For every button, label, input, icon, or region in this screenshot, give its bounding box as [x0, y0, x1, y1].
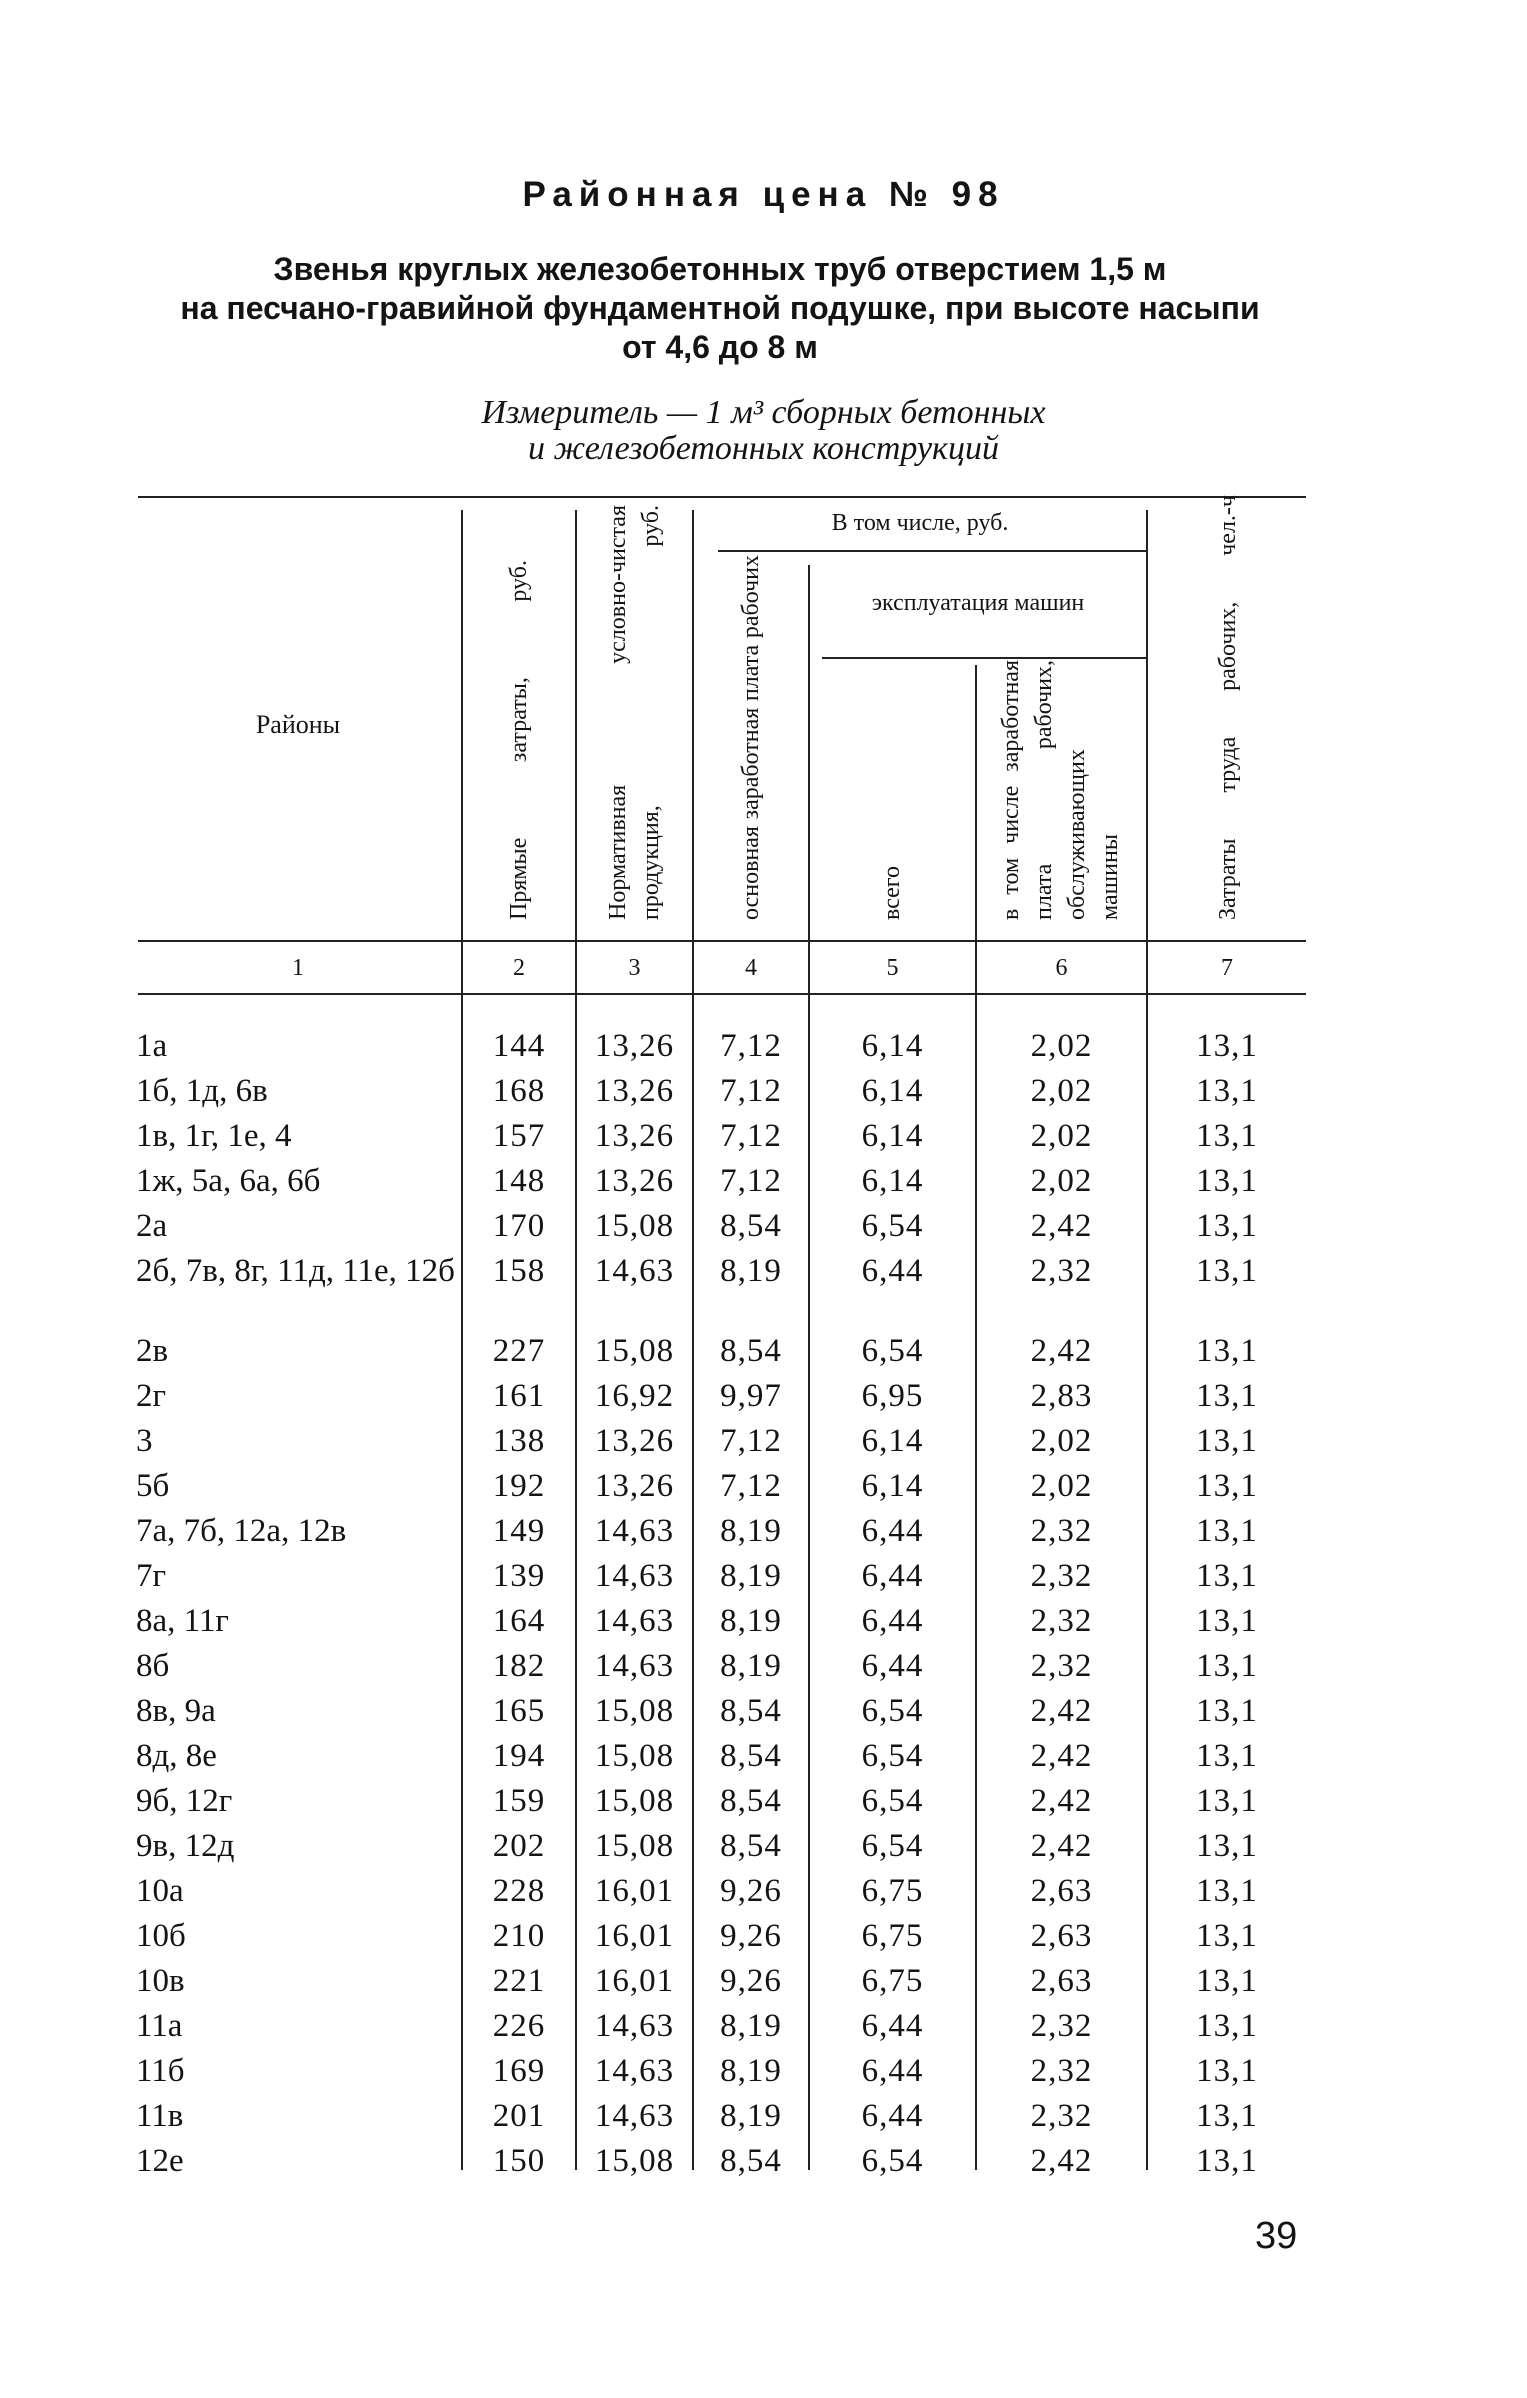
- normative-cell: 13,26: [594, 1073, 675, 1109]
- normative-cell: 15,08: [594, 1333, 675, 1369]
- region-cell: 2б, 7в, 8г, 11д, 11е, 12б: [136, 1253, 455, 1289]
- direct-cell: 144: [492, 1028, 546, 1064]
- header-machine-wages: в том числе заработная плата рабочих, обслуживающих машины: [998, 660, 1123, 920]
- region-cell: 8а, 11г: [136, 1603, 229, 1639]
- machines-cell: 6,44: [861, 1603, 924, 1639]
- machine-wages-cell: 2,63: [1030, 1963, 1093, 1999]
- page-heading: Районная цена № 98: [522, 175, 1005, 214]
- normative-cell: 14,63: [594, 1648, 675, 1684]
- labor-cell: 13,1: [1196, 1333, 1258, 1369]
- wages-cell: 8,19: [720, 1253, 782, 1289]
- header-basic-wages: основная заработная плата рабочих: [737, 555, 764, 920]
- machines-cell: 6,14: [861, 1468, 924, 1504]
- region-cell: 1в, 1г, 1е, 4: [136, 1118, 292, 1154]
- machines-cell: 6,54: [861, 1693, 924, 1729]
- normative-cell: 14,63: [594, 1513, 675, 1549]
- direct-cell: 158: [492, 1253, 546, 1289]
- machines-cell: 6,14: [861, 1118, 924, 1154]
- machines-cell: 6,44: [861, 1253, 924, 1289]
- machines-cell: 6,75: [861, 1873, 924, 1909]
- machine-wages-cell: 2,42: [1030, 1333, 1093, 1369]
- labor-cell: 13,1: [1196, 1558, 1258, 1594]
- labor-cell: 13,1: [1196, 1163, 1258, 1199]
- direct-cell: 192: [492, 1468, 546, 1504]
- direct-cell: 194: [492, 1738, 546, 1774]
- machine-wages-cell: 2,42: [1030, 1208, 1093, 1244]
- normative-cell: 15,08: [594, 2143, 675, 2179]
- direct-cell: 138: [492, 1423, 546, 1459]
- region-cell: 1а: [136, 1028, 168, 1064]
- normative-cell: 14,63: [594, 2098, 675, 2134]
- machine-wages-cell: 2,32: [1030, 1648, 1093, 1684]
- machine-wages-cell: 2,42: [1030, 1828, 1093, 1864]
- meter-line-2: и железобетонных конструкций: [528, 430, 999, 467]
- machine-wages-cell: 2,42: [1030, 1738, 1093, 1774]
- direct-cell: 226: [492, 2008, 546, 2044]
- labor-cell: 13,1: [1196, 1873, 1258, 1909]
- machines-cell: 6,44: [861, 1513, 924, 1549]
- direct-cell: 139: [492, 1558, 546, 1594]
- subtitle-line-2: на песчано-гравийной фундаментной подушке, при высоте насыпи: [180, 290, 1260, 326]
- wages-cell: 8,19: [720, 1603, 782, 1639]
- machine-wages-cell: 2,32: [1030, 1253, 1093, 1289]
- machine-wages-cell: 2,42: [1030, 1783, 1093, 1819]
- machine-wages-cell: 2,02: [1030, 1118, 1093, 1154]
- normative-cell: 13,26: [594, 1468, 675, 1504]
- region-cell: 3: [136, 1423, 153, 1459]
- wages-cell: 7,12: [720, 1163, 782, 1199]
- header-direct-costs: Прямые затраты, руб.: [505, 560, 532, 920]
- region-cell: 1б, 1д, 6в: [136, 1073, 268, 1109]
- normative-cell: 14,63: [594, 1558, 675, 1594]
- direct-cell: 159: [492, 1783, 546, 1819]
- direct-cell: 182: [492, 1648, 546, 1684]
- machines-cell: 6,75: [861, 1963, 924, 1999]
- column-number-3: 3: [628, 955, 641, 981]
- machine-wages-cell: 2,32: [1030, 2053, 1093, 2089]
- direct-cell: 201: [492, 2098, 546, 2134]
- labor-cell: 13,1: [1196, 1648, 1258, 1684]
- region-cell: 12е: [136, 2143, 184, 2179]
- wages-cell: 8,54: [720, 1783, 782, 1819]
- normative-cell: 15,08: [594, 1783, 675, 1819]
- region-cell: 7г: [136, 1558, 167, 1594]
- machines-cell: 6,54: [861, 1738, 924, 1774]
- labor-cell: 13,1: [1196, 1693, 1258, 1729]
- labor-cell: 13,1: [1196, 1513, 1258, 1549]
- wages-cell: 7,12: [720, 1073, 782, 1109]
- wages-cell: 8,19: [720, 2098, 782, 2134]
- machines-cell: 6,44: [861, 1558, 924, 1594]
- machine-wages-cell: 2,42: [1030, 1693, 1093, 1729]
- labor-cell: 13,1: [1196, 1738, 1258, 1774]
- wages-cell: 8,19: [720, 2008, 782, 2044]
- normative-cell: 15,08: [594, 1208, 675, 1244]
- machine-wages-cell: 2,32: [1030, 1558, 1093, 1594]
- labor-cell: 13,1: [1196, 2008, 1258, 2044]
- region-cell: 9в, 12д: [136, 1828, 235, 1864]
- direct-cell: 169: [492, 2053, 546, 2089]
- machines-cell: 6,54: [861, 2143, 924, 2179]
- direct-cell: 221: [492, 1963, 546, 1999]
- machines-cell: 6,54: [861, 1333, 924, 1369]
- wages-cell: 9,26: [720, 1963, 782, 1999]
- region-cell: 2г: [136, 1378, 167, 1414]
- labor-cell: 13,1: [1196, 1118, 1258, 1154]
- normative-cell: 15,08: [594, 1738, 675, 1774]
- machine-wages-cell: 2,02: [1030, 1163, 1093, 1199]
- column-number-6: 6: [1055, 955, 1068, 981]
- machine-wages-cell: 2,32: [1030, 1513, 1093, 1549]
- wages-cell: 8,19: [720, 1513, 782, 1549]
- header-in-that-number: В том числе, руб.: [831, 510, 1009, 536]
- region-cell: 11а: [136, 2008, 183, 2044]
- header-total: всего: [878, 865, 905, 920]
- header-normative-product: Нормативная условно-чистая продукция, руб.: [605, 505, 664, 920]
- direct-cell: 170: [492, 1208, 546, 1244]
- direct-cell: 149: [492, 1513, 546, 1549]
- region-cell: 8б: [136, 1648, 170, 1684]
- region-cell: 11б: [136, 2053, 185, 2089]
- wages-cell: 9,97: [720, 1378, 782, 1414]
- normative-cell: 14,63: [594, 1253, 675, 1289]
- header-labor-costs: Затраты труда рабочих, чел.-ч: [1214, 495, 1241, 920]
- machine-wages-cell: 2,83: [1030, 1378, 1093, 1414]
- labor-cell: 13,1: [1196, 2143, 1258, 2179]
- region-cell: 7а, 7б, 12а, 12в: [136, 1513, 347, 1549]
- machines-cell: 6,14: [861, 1073, 924, 1109]
- region-cell: 8в, 9а: [136, 1693, 216, 1729]
- normative-cell: 13,26: [594, 1118, 675, 1154]
- machines-cell: 6,14: [861, 1028, 924, 1064]
- region-cell: 2в: [136, 1333, 169, 1369]
- machine-wages-cell: 2,32: [1030, 2098, 1093, 2134]
- region-cell: 11в: [136, 2098, 184, 2134]
- wages-cell: 8,19: [720, 1648, 782, 1684]
- wages-cell: 8,54: [720, 1333, 782, 1369]
- machines-cell: 6,44: [861, 1648, 924, 1684]
- direct-cell: 210: [492, 1918, 546, 1954]
- region-cell: 10а: [136, 1873, 184, 1909]
- normative-cell: 14,63: [594, 2008, 675, 2044]
- labor-cell: 13,1: [1196, 1423, 1258, 1459]
- labor-cell: 13,1: [1196, 1468, 1258, 1504]
- labor-cell: 13,1: [1196, 1828, 1258, 1864]
- column-number-5: 5: [886, 955, 899, 981]
- machines-cell: 6,14: [861, 1423, 924, 1459]
- region-cell: 10в: [136, 1963, 185, 1999]
- machine-wages-cell: 2,63: [1030, 1873, 1093, 1909]
- column-number-2: 2: [513, 955, 525, 981]
- labor-cell: 13,1: [1196, 1783, 1258, 1819]
- labor-cell: 13,1: [1196, 1028, 1258, 1064]
- wages-cell: 8,54: [720, 2143, 782, 2179]
- region-cell: 5б: [136, 1468, 170, 1504]
- labor-cell: 13,1: [1196, 1963, 1258, 1999]
- wages-cell: 7,12: [720, 1028, 782, 1064]
- column-number-7: 7: [1221, 955, 1233, 981]
- normative-cell: 13,26: [594, 1028, 675, 1064]
- machines-cell: 6,95: [861, 1378, 924, 1414]
- wages-cell: 8,54: [720, 1208, 782, 1244]
- region-cell: 8д, 8е: [136, 1738, 217, 1774]
- labor-cell: 13,1: [1196, 1603, 1258, 1639]
- direct-cell: 165: [492, 1693, 546, 1729]
- page-number: 39: [1255, 2215, 1298, 2257]
- labor-cell: 13,1: [1196, 1253, 1258, 1289]
- machine-wages-cell: 2,32: [1030, 1603, 1093, 1639]
- machines-cell: 6,44: [861, 2008, 924, 2044]
- wages-cell: 8,54: [720, 1693, 782, 1729]
- meter-line-1: Измеритель — 1 м³ сборных бетонных: [481, 394, 1046, 431]
- machine-wages-cell: 2,02: [1030, 1073, 1093, 1109]
- subtitle-line-1: Звенья круглых железобетонных труб отверстием 1,5 м: [273, 251, 1167, 287]
- normative-cell: 16,01: [594, 1963, 675, 1999]
- direct-cell: 228: [492, 1873, 546, 1909]
- wages-cell: 9,26: [720, 1918, 782, 1954]
- labor-cell: 13,1: [1196, 1208, 1258, 1244]
- labor-cell: 13,1: [1196, 2098, 1258, 2134]
- normative-cell: 14,63: [594, 1603, 675, 1639]
- normative-cell: 15,08: [594, 1693, 675, 1729]
- normative-cell: 14,63: [594, 2053, 675, 2089]
- machine-wages-cell: 2,02: [1030, 1468, 1093, 1504]
- column-number-1: 1: [292, 955, 304, 981]
- subtitle-line-3: от 4,6 до 8 м: [622, 329, 818, 365]
- direct-cell: 148: [492, 1163, 546, 1199]
- wages-cell: 7,12: [720, 1423, 782, 1459]
- normative-cell: 13,26: [594, 1423, 675, 1459]
- normative-cell: 15,08: [594, 1828, 675, 1864]
- wages-cell: 8,54: [720, 1828, 782, 1864]
- wages-cell: 7,12: [720, 1468, 782, 1504]
- direct-cell: 161: [492, 1378, 546, 1414]
- direct-cell: 168: [492, 1073, 546, 1109]
- wages-cell: 8,19: [720, 1558, 782, 1594]
- normative-cell: 13,26: [594, 1163, 675, 1199]
- direct-cell: 227: [492, 1333, 546, 1369]
- normative-cell: 16,92: [594, 1378, 675, 1414]
- machine-wages-cell: 2,02: [1030, 1028, 1093, 1064]
- machines-cell: 6,14: [861, 1163, 924, 1199]
- region-cell: 10б: [136, 1918, 186, 1954]
- machine-wages-cell: 2,02: [1030, 1423, 1093, 1459]
- machine-wages-cell: 2,63: [1030, 1918, 1093, 1954]
- machines-cell: 6,75: [861, 1918, 924, 1954]
- direct-cell: 150: [492, 2143, 546, 2179]
- direct-cell: 164: [492, 1603, 546, 1639]
- region-cell: 2а: [136, 1208, 168, 1244]
- direct-cell: 202: [492, 1828, 546, 1864]
- wages-cell: 7,12: [720, 1118, 782, 1154]
- labor-cell: 13,1: [1196, 1918, 1258, 1954]
- machine-wages-cell: 2,32: [1030, 2008, 1093, 2044]
- machines-cell: 6,44: [861, 2053, 924, 2089]
- wages-cell: 8,54: [720, 1738, 782, 1774]
- column-number-4: 4: [745, 955, 757, 981]
- header-machine-operation: эксплуатация машин: [871, 590, 1085, 616]
- normative-cell: 16,01: [594, 1873, 675, 1909]
- header-regions: Районы: [255, 710, 341, 739]
- labor-cell: 13,1: [1196, 1073, 1258, 1109]
- machines-cell: 6,54: [861, 1783, 924, 1819]
- labor-cell: 13,1: [1196, 1378, 1258, 1414]
- machines-cell: 6,44: [861, 2098, 924, 2134]
- wages-cell: 9,26: [720, 1873, 782, 1909]
- wages-cell: 8,19: [720, 2053, 782, 2089]
- region-cell: 9б, 12г: [136, 1783, 233, 1819]
- normative-cell: 16,01: [594, 1918, 675, 1954]
- machine-wages-cell: 2,42: [1030, 2143, 1093, 2179]
- machines-cell: 6,54: [861, 1208, 924, 1244]
- direct-cell: 157: [492, 1118, 546, 1154]
- region-cell: 1ж, 5а, 6а, 6б: [136, 1163, 321, 1199]
- labor-cell: 13,1: [1196, 2053, 1258, 2089]
- machines-cell: 6,54: [861, 1828, 924, 1864]
